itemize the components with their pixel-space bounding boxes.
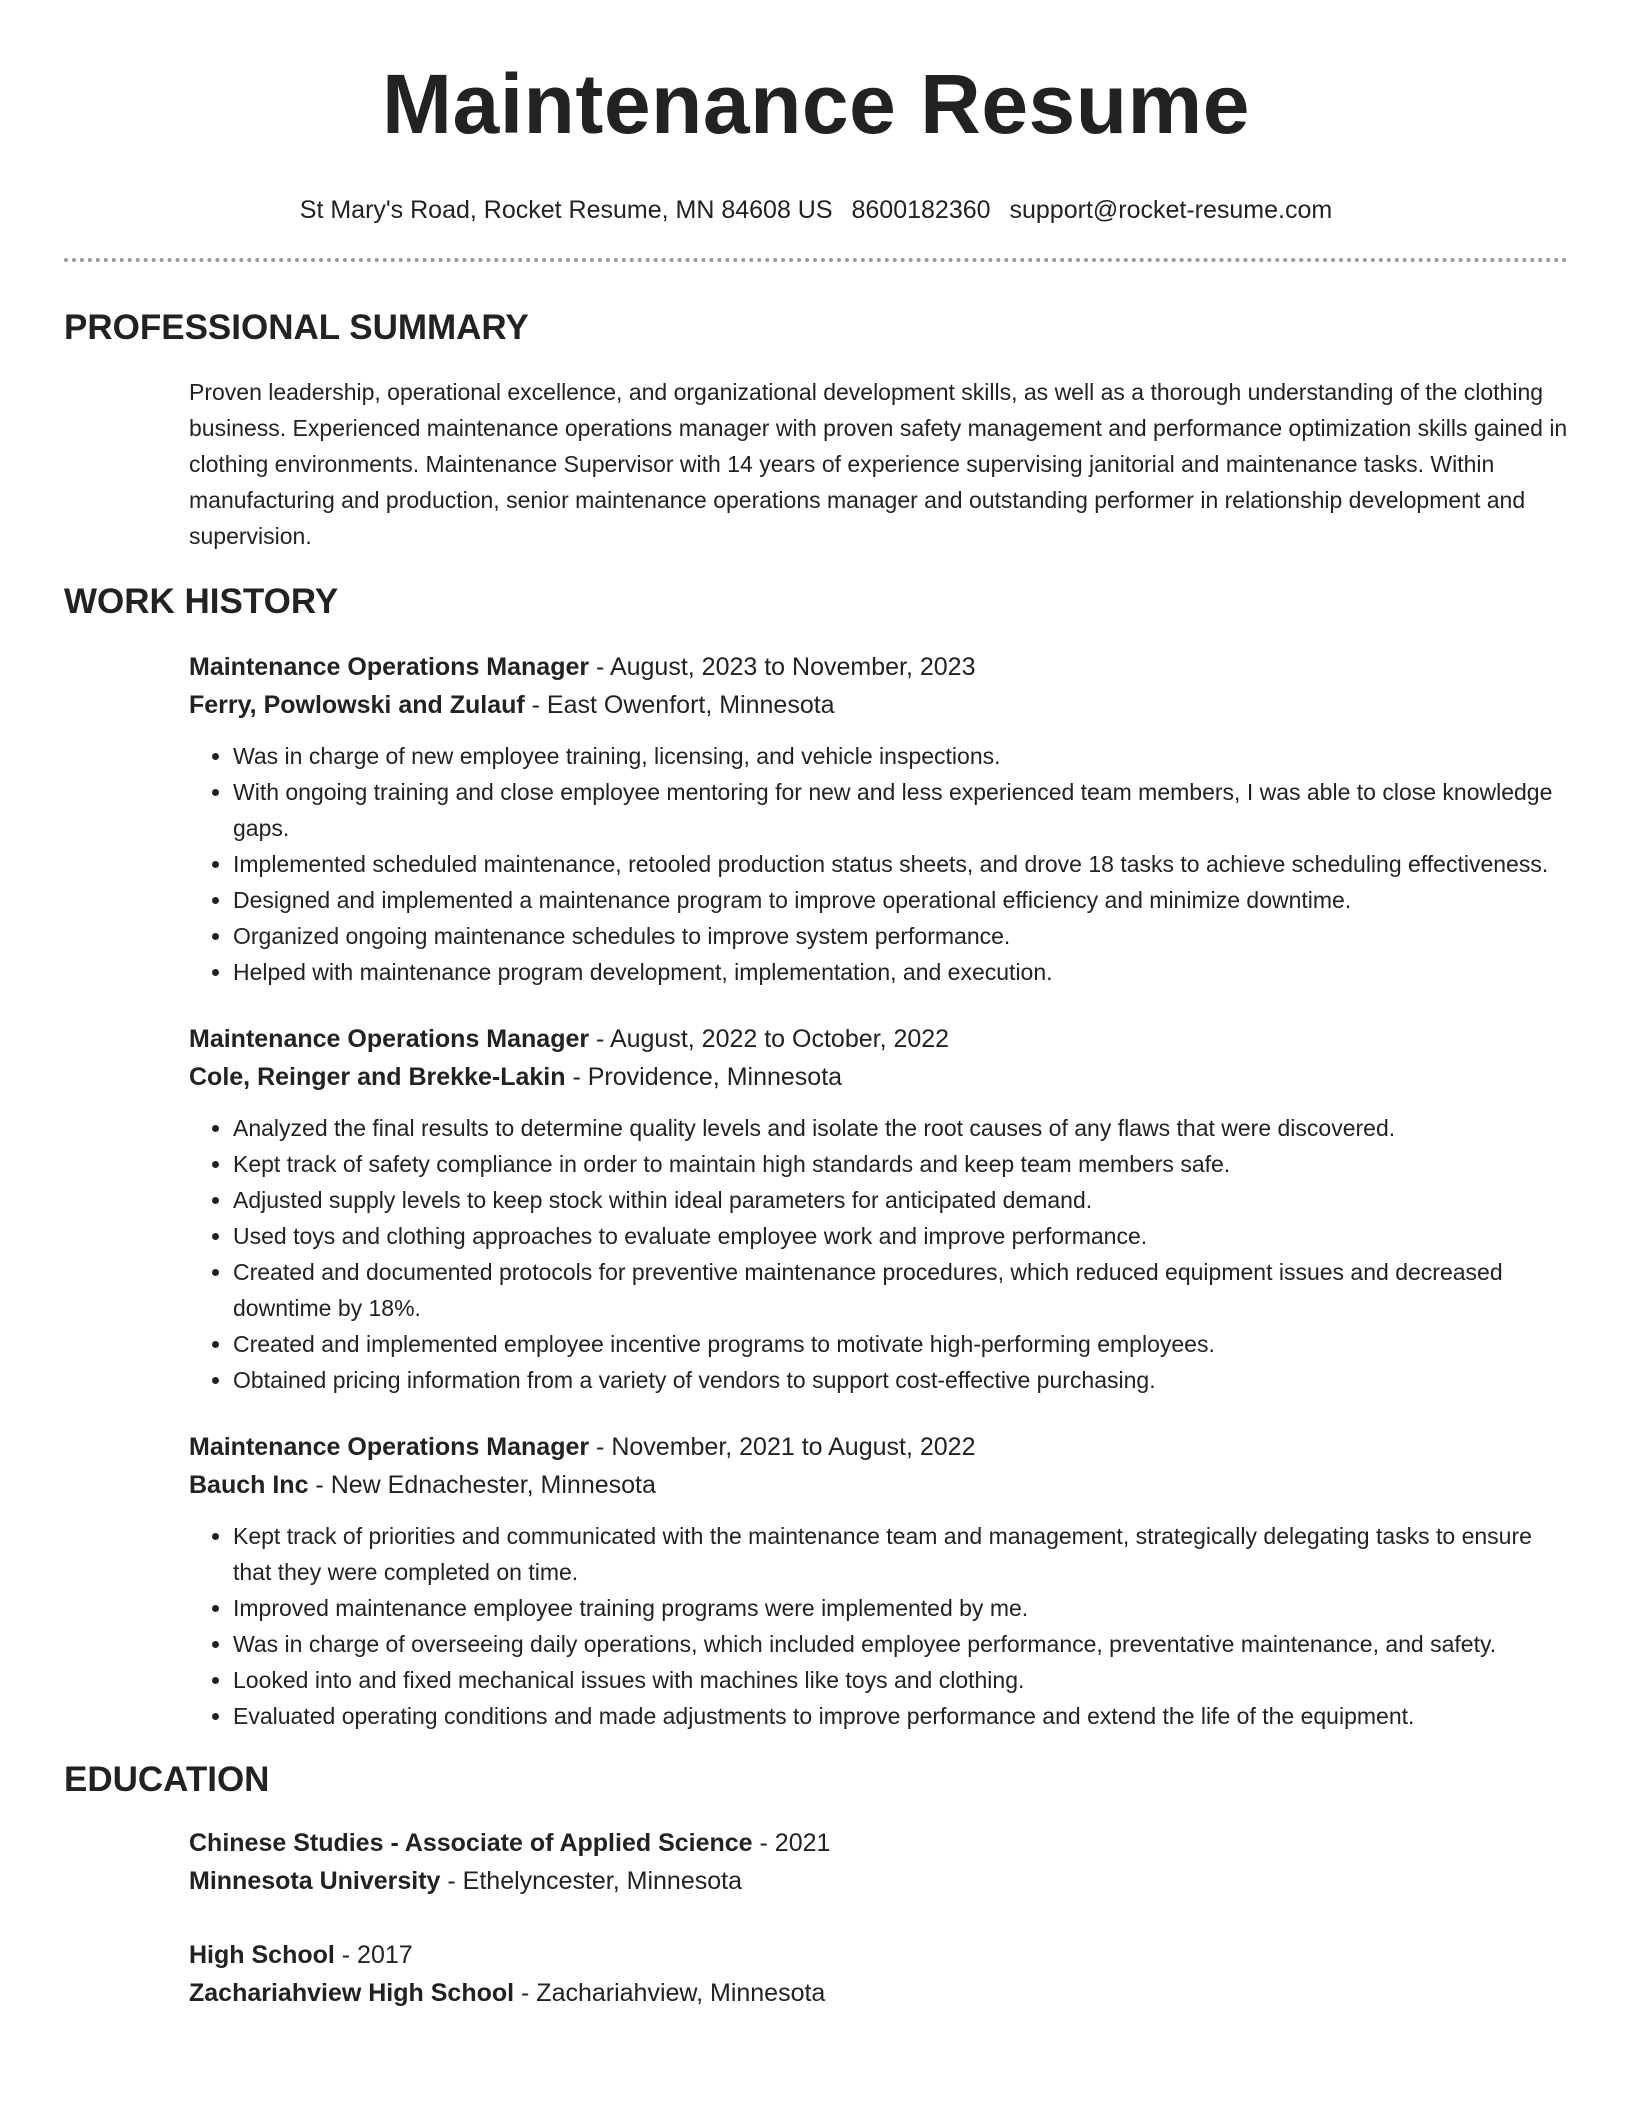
list-item: • Improved maintenance employee training programs were implemented by me. — [233, 1590, 1568, 1626]
list-item: • Adjusted supply levels to keep stock within ideal parameters for anticipated demand. — [233, 1182, 1568, 1218]
list-item: • Evaluated operating conditions and made adjustments to improve performance and extend the life of the equipment. — [233, 1698, 1568, 1734]
job-company-line — [189, 1466, 1568, 1504]
job-company-line — [189, 1058, 1568, 1096]
list-item: • Organized ongoing maintenance schedules to improve system performance. — [233, 918, 1568, 954]
list-item: • Was in charge of overseeing daily operations, which included employee performance, preventative maintenance, and safety. — [233, 1626, 1568, 1662]
education-entry — [189, 1824, 1568, 1900]
list-item: • Created and documented protocols for preventive maintenance procedures, which reduced equipment issues and decreased downtime by 18%. — [233, 1254, 1568, 1326]
education-degree: Chinese Studies - Associate of Applied Science — [189, 1829, 753, 1857]
job-location: - New Ednachester, Minnesota — [308, 1471, 656, 1499]
list-item: • Created and implemented employee incentive programs to motivate high-performing employees. — [233, 1326, 1568, 1362]
education-degree: High School — [189, 1941, 335, 1969]
education-degree-line — [189, 1824, 1568, 1862]
education-year: - 2021 — [752, 1829, 831, 1857]
list-item: • Used toys and clothing approaches to evaluate employee work and improve performance. — [233, 1218, 1568, 1254]
contact-line — [64, 194, 1568, 226]
list-item: • Kept track of priorities and communicated with the maintenance team and management, strategically delegating tasks to ensure that they were completed on time. — [233, 1518, 1568, 1590]
list-item: • Obtained pricing information from a variety of vendors to support cost-effective purchasing. — [233, 1362, 1568, 1398]
job-dates: - November, 2021 to August, 2022 — [589, 1433, 976, 1461]
contact-phone: 8600182360 — [851, 196, 991, 224]
job-entry — [189, 1428, 1568, 1734]
education-degree-line — [189, 1936, 1568, 1974]
education-school-line — [189, 1974, 1568, 2012]
summary-text: Proven leadership, operational excellence, and organizational development skills, as well as a thorough understanding of the clothing business. Experienced maintenance operations manager with proven safety management and performance optimization skills gained in clothing environments. Maintenance Supervisor with 14 years of experience supervising janitorial and maintenance tasks. Within manufacturing and production, senior maintenance operations manager and outstanding performer in relationship development and supervision. — [189, 379, 1568, 549]
job-location: - Providence, Minnesota — [565, 1063, 843, 1091]
job-company: Bauch Inc — [189, 1471, 309, 1499]
list-item: • Analyzed the final results to determine quality levels and isolate the root causes of any flaws that were discovered. — [233, 1110, 1568, 1146]
education-heading: EDUCATION — [64, 1760, 270, 1799]
summary-heading: PROFESSIONAL SUMMARY — [64, 308, 529, 347]
education-section — [64, 1758, 1568, 2012]
education-location: - Ethelyncester, Minnesota — [440, 1867, 742, 1895]
job-company-line — [189, 686, 1568, 724]
job-entry — [189, 1020, 1568, 1398]
job-company: Cole, Reinger and Brekke-Lakin — [189, 1063, 566, 1091]
job-bullets — [189, 738, 1568, 990]
job-dates: - August, 2023 to November, 2023 — [589, 653, 976, 681]
summary-section — [64, 306, 1568, 554]
job-entry — [189, 648, 1568, 990]
list-item: • Looked into and fixed mechanical issues with machines like toys and clothing. — [233, 1662, 1568, 1698]
list-item: • With ongoing training and close employee mentoring for new and less experienced team members, I was able to close knowledge gaps. — [233, 774, 1568, 846]
list-item: • Designed and implemented a maintenance program to improve operational efficiency and minimize downtime. — [233, 882, 1568, 918]
job-company: Ferry, Powlowski and Zulauf — [189, 691, 525, 719]
education-school-line — [189, 1862, 1568, 1900]
job-location: - East Owenfort, Minnesota — [524, 691, 835, 719]
education-school: Zachariahview High School — [189, 1979, 515, 2007]
job-dates: - August, 2022 to October, 2022 — [589, 1025, 950, 1053]
header-divider — [64, 258, 1568, 262]
resume-title: Maintenance Resume — [382, 57, 1250, 151]
job-role: Maintenance Operations Manager — [189, 1433, 590, 1461]
job-role: Maintenance Operations Manager — [189, 653, 590, 681]
job-heading — [189, 648, 1568, 686]
education-entry — [189, 1936, 1568, 2012]
list-item: • Helped with maintenance program development, implementation, and execution. — [233, 954, 1568, 990]
contact-email: support@rocket-resume.com — [1009, 196, 1333, 224]
list-item: • Implemented scheduled maintenance, retooled production status sheets, and drove 18 tasks to achieve scheduling effectiveness. — [233, 846, 1568, 882]
list-item: • Was in charge of new employee training, licensing, and vehicle inspections. — [233, 738, 1568, 774]
job-heading — [189, 1428, 1568, 1466]
job-role: Maintenance Operations Manager — [189, 1025, 590, 1053]
education-school: Minnesota University — [189, 1867, 441, 1895]
work-history-section — [64, 580, 1568, 1734]
work-history-heading: WORK HISTORY — [64, 582, 339, 621]
contact-address: St Mary's Road, Rocket Resume, MN 84608 US — [299, 196, 833, 224]
education-location: - Zachariahview, Minnesota — [514, 1979, 826, 2007]
job-bullets — [189, 1518, 1568, 1734]
job-bullets — [189, 1110, 1568, 1398]
job-heading — [189, 1020, 1568, 1058]
education-year: - 2017 — [334, 1941, 413, 1969]
list-item: • Kept track of safety compliance in order to maintain high standards and keep team members safe. — [233, 1146, 1568, 1182]
